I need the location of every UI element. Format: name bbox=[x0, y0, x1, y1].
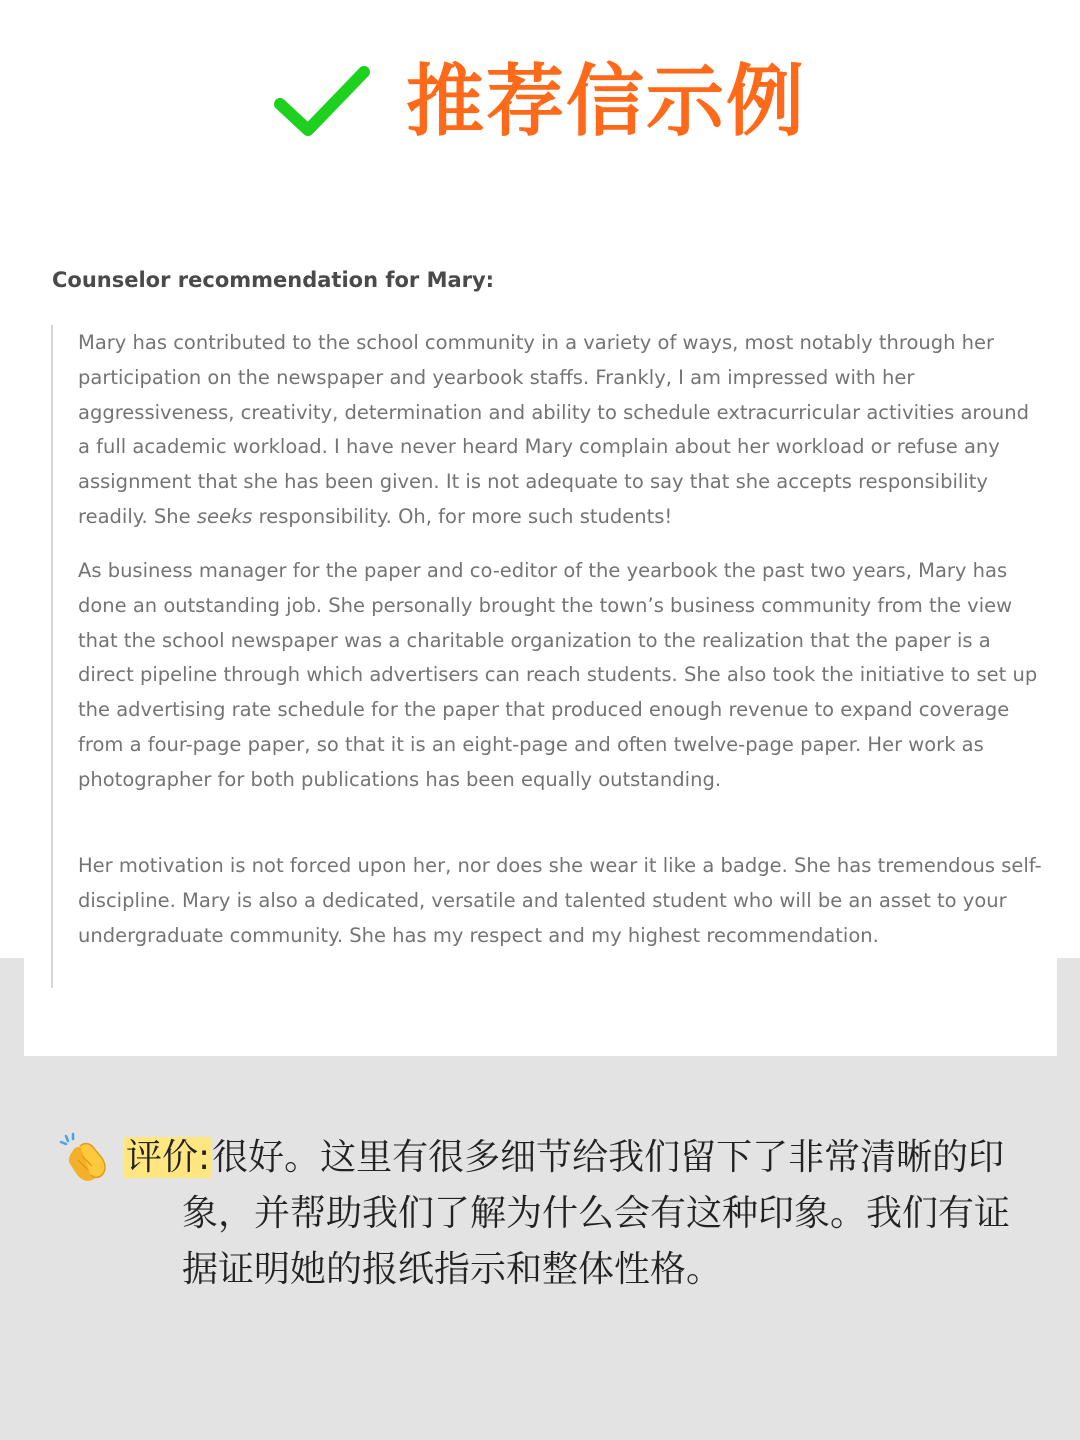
title-row bbox=[0, 52, 1080, 152]
page-title: 推荐信示例 bbox=[405, 57, 806, 147]
paragraph-2: As business manager for the paper and co-editor of the yearbook the past two years, Mary has done an outstanding job. She personally brought the town’s business community from the view that the school newspaper was a charitable organization to the realization that the paper is a direct pipeline through which advertisers can reach students. She also took the initiative to set up the advertising rate schedule for the paper that produced enough revenue to expand coverage from a four-page paper, so that it is an eight-page and often twelve-page paper. Her work as photographer for both publications has been equally outstanding. bbox=[78, 559, 1038, 791]
comment-text bbox=[124, 1130, 1024, 1298]
comment-body: 很好。这里有很多细节给我们留下了非常清晰的印象，并帮助我们了解为什么会有这种印象。我们有证据证明她的报纸指示和整体性格。 bbox=[182, 1137, 1011, 1290]
paragraph-3: Her motivation is not forced upon her, nor does she wear it like a badge. She has tremendous self-discipline. Mary is also a dedicated, versatile and talented student who will be an asset to your undergraduate community. She has my respect and my highest recommendation. bbox=[78, 854, 1042, 947]
paragraph-1 bbox=[78, 326, 1044, 535]
paragraph-1-text-a: Mary has contributed to the school community in a variety of ways, most notably through her participation on the newspaper and yearbook staffs. Frankly, I am impressed with her aggressiveness, creativity, determination and ability to schedule extracurricular activities around a full academic workload. I have never heard Mary complain about her workload or refuse any assignment that she has been given. It is not adequate to say that she accepts responsibility readily. She bbox=[78, 331, 1030, 528]
comment-label-colon: : bbox=[198, 1137, 211, 1178]
comment-label-text: 评价 bbox=[126, 1137, 199, 1178]
paragraph-1-text-b: responsibility. Oh, for more such students! bbox=[252, 504, 673, 528]
emphasis-seeks: seeks bbox=[196, 504, 253, 528]
check-mark-icon bbox=[274, 64, 370, 140]
comment-label bbox=[124, 1137, 212, 1178]
clapping-hands-icon bbox=[58, 1132, 110, 1184]
document-heading: Counselor recommendation for Mary: bbox=[52, 268, 495, 292]
